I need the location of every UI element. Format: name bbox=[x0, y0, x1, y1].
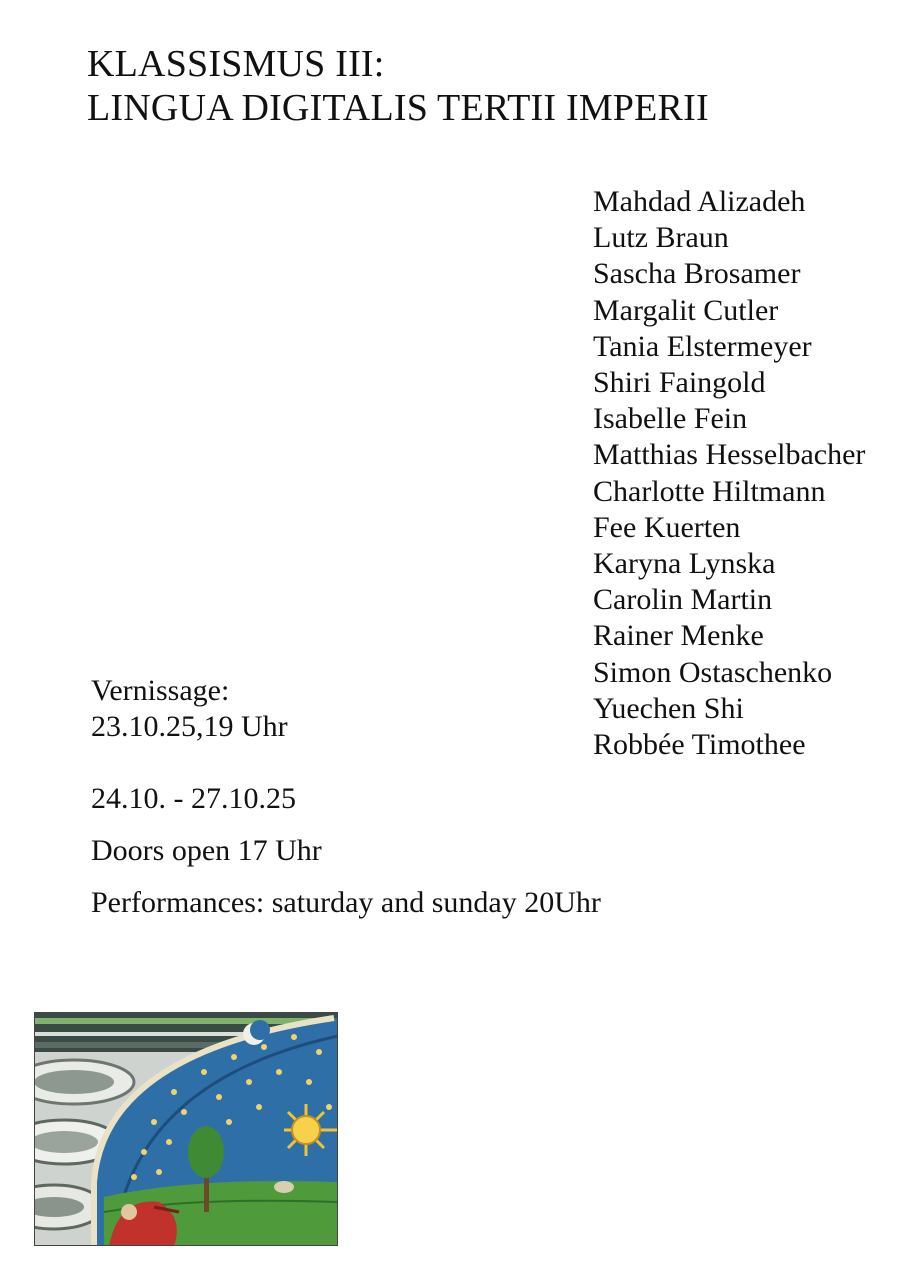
artist-name: Lutz Braun bbox=[593, 221, 729, 255]
title-line-2: LINGUA DIGITALIS TERTII IMPERII bbox=[87, 87, 709, 129]
artist-name: Karyna Lynska bbox=[593, 547, 776, 581]
artist-name: Simon Ostaschenko bbox=[593, 655, 833, 689]
artist-list bbox=[593, 184, 865, 763]
exhibition-dates: 24.10. - 27.10.25 bbox=[91, 782, 296, 815]
artist-name: Rainer Menke bbox=[593, 619, 764, 653]
artist-name: Sascha Brosamer bbox=[593, 257, 801, 291]
artist-name: Yuechen Shi bbox=[593, 691, 744, 725]
vernissage-label: Vernissage: bbox=[91, 674, 230, 707]
artist-name: Matthias Hesselbacher bbox=[593, 438, 866, 472]
vernissage-datetime: 23.10.25,19 Uhr bbox=[91, 710, 288, 743]
exhibition-title bbox=[87, 42, 709, 130]
vernissage-info bbox=[91, 673, 288, 745]
collage-artwork-image bbox=[34, 1012, 338, 1246]
doors-open-info: Doors open 17 Uhr bbox=[91, 834, 322, 867]
artist-name: Charlotte Hiltmann bbox=[593, 474, 826, 508]
artist-name: Tania Elstermeyer bbox=[593, 329, 812, 363]
artist-name: Margalit Cutler bbox=[593, 293, 779, 327]
performances-info: Performances: saturday and sunday 20Uhr bbox=[91, 886, 601, 919]
artist-name: Mahdad Alizadeh bbox=[593, 185, 806, 218]
artist-name: Fee Kuerten bbox=[593, 510, 741, 544]
title-line-1: KLASSISMUS III: bbox=[87, 43, 385, 85]
artist-name: Shiri Faingold bbox=[593, 366, 766, 400]
artist-name: Isabelle Fein bbox=[593, 402, 748, 436]
artist-name: Robbée Timothee bbox=[593, 728, 806, 762]
artist-name: Carolin Martin bbox=[593, 583, 773, 617]
